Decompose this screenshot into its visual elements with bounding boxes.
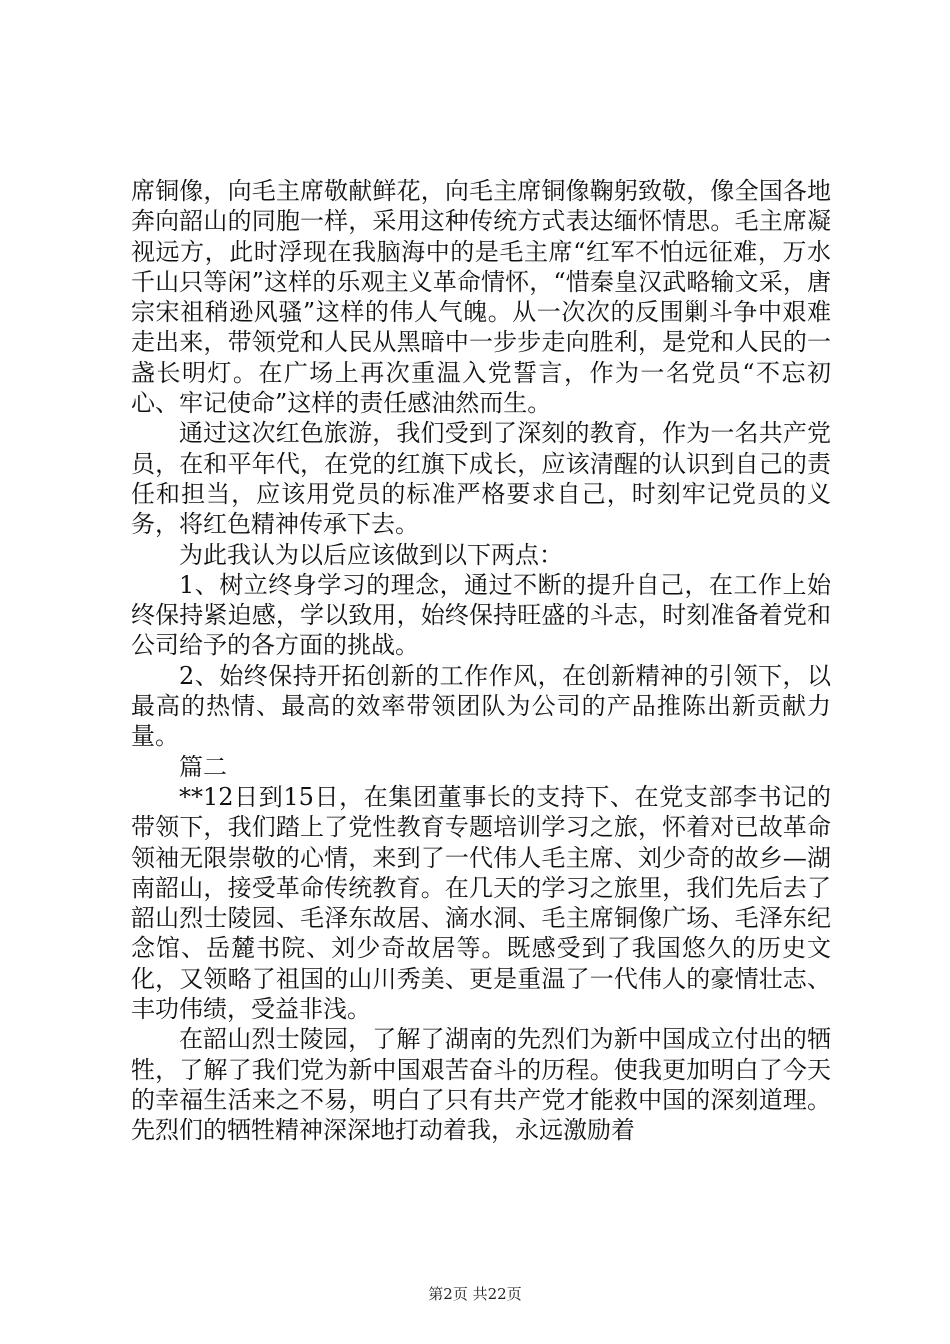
paragraph-continuation: 席铜像，向毛主席敬献鲜花，向毛主席铜像鞠躬致敬，像全国各地奔向韶山的同胞一样，采用这种传统方式表达缅怀情思。毛主席凝视远方，此时浮现在我脑海中的是毛主席“红军不怕远征难，万水千山只等闲”这样的乐观主义革命情怀，“惜秦皇汉武略输文采，唐宗宋祖稍逊风骚”这样的伟人气魄。从一次次的反围剿斗争中艰难走出来，带领党和人民从黑暗中一步步走向胜利，是党和人民的一盏长明灯。在广场上再次重温入党誓言，作为一名党员“不忘初心、牢记使命”这样的责任感油然而生。 [131,177,831,418]
paragraph-study-trip: **12日到15日，在集团董事长的支持下、在党支部李书记的带领下，我们踏上了党性教育专题培训学习之旅，怀着对已故革命领袖无限崇敬的心情，来到了一代伟人毛主席、刘少奇的故乡—湖南韶山，接受革命传统教育。在几天的学习之旅里，我们先后去了韶山烈士陵园、毛泽东故居、滴水洞、毛主席铜像广场、毛泽东纪念馆、岳麓书院、刘少奇故居等。既感受到了我国悠久的历史文化，又领略了祖国的山川秀美、更是重温了一代伟人的豪情壮志、丰功伟绩，受益非浅。 [131,782,831,1024]
section-heading-part-two: 篇二 [179,752,227,781]
paragraph-point-two: 2、始终保持开拓创新的工作作风，在创新精神的引领下，以最高的热情、最高的效率带领团队为公司的产品推陈出新贡献力量。 [131,661,831,751]
document-body [131,176,831,1146]
paragraph-martyrs-cemetery: 在韶山烈士陵园，了解了湖南的先烈们为新中国成立付出的牺牲，了解了我们党为新中国艰苦奋斗的历程。使我更加明白了今天的幸福生活来之不易，明白了只有共产党才能救中国的深刻道理。先烈们的牺牲精神深深地打动着我，永远激励着 [131,1025,831,1145]
paragraph-red-tourism: 通过这次红色旅游，我们受到了深刻的教育，作为一名共产党员，在和平年代，在党的红旗下成长，应该清醒的认识到自己的责任和担当，应该用党员的标准严格要求自己，时刻牢记党员的义务，将红色精神传承下去。 [131,419,831,539]
paragraph-two-points-intro: 为此我认为以后应该做到以下两点： [179,540,563,569]
paragraph-point-one: 1、树立终身学习的理念，通过不断的提升自己，在工作上始终保持紧迫感，学以致用，始终保持旺盛的斗志，时刻准备着党和公司给予的各方面的挑战。 [131,570,831,660]
page-number-footer: 第2页 共22页 [428,1285,522,1303]
